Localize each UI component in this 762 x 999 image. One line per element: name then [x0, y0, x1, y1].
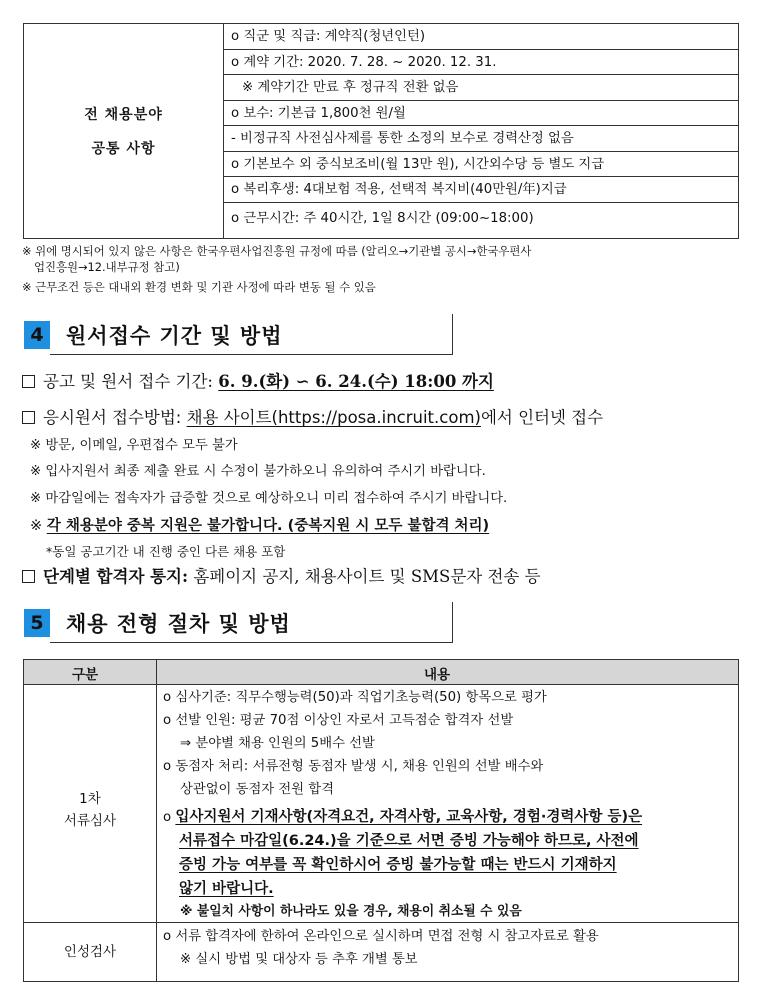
table-row: ※ 계약기간 만료 후 정규직 전환 없음 [224, 75, 738, 101]
table-row: o 직군 및 직급: 계약직(청년인턴) [224, 24, 738, 50]
application-period [22, 368, 494, 392]
warning-bullet: o [163, 810, 172, 825]
table-row: o 기본보수 외 중식보조비(월 13만 원), 시간외수당 등 별도 지급 [224, 152, 738, 178]
notify-label: 단계별 합격자 통지: [43, 567, 189, 586]
warning-text: 서류접수 마감일(6.24.)을 기준으로 서면 증빙 가능해야 하므로, 사전에 [179, 833, 639, 849]
period-label: 공고 및 원서 접수 기간: [43, 372, 213, 391]
label-line-1: 전 채용분야 [84, 107, 163, 123]
notify-value: 홈페이지 공지, 채용사이트 및 SMS문자 전송 등 [193, 567, 541, 586]
criteria-item: o 동점자 처리: 서류전형 동점자 발생 시, 채용 인원의 선발 배수와 [163, 759, 544, 774]
section-title: 원서접수 기간 및 방법 [66, 324, 283, 348]
period-value: 6. 9.(화) ∽ 6. 24.(수) 18:00 까지 [218, 372, 494, 391]
personality-item: o 서류 합격자에 한하여 온라인으로 실시하며 면접 전형 시 참고자료로 활용 [163, 929, 599, 944]
selection-process-table [23, 659, 739, 982]
warning-line [179, 830, 639, 853]
checkbox-square-icon [22, 375, 35, 388]
table-header [24, 660, 738, 685]
section-number: 5 [24, 609, 50, 637]
recruit-site-link[interactable]: 채용 사이트(https://posa.incruit.com) [186, 408, 481, 427]
column-divider [156, 660, 157, 981]
table-row: o 근무시간: 주 40시간, 1일 8시간 (09:00~18:00) [231, 210, 534, 226]
section-underline [50, 602, 453, 643]
header-category: 구분 [72, 667, 99, 683]
method-suffix: 에서 인터넷 접수 [480, 408, 604, 427]
criteria-item: o 선발 인원: 평균 70점 이상인 자로서 고득점순 합격자 선발 [163, 713, 514, 728]
checkbox-square-icon [22, 570, 35, 583]
remark-mark: ※ [30, 518, 43, 534]
common-conditions-table [23, 23, 739, 239]
stage-document-label [24, 788, 156, 832]
criteria-item: 상관없이 동점자 전원 합격 [180, 782, 334, 797]
checkbox-square-icon [22, 411, 35, 424]
criteria-item: o 심사기준: 직무수행능력(50)과 직업기초능력(50) 항목으로 평가 [163, 690, 547, 705]
common-conditions-label [24, 24, 224, 238]
table-row: o 복리후생: 4대보험 적용, 선택적 복지비(40만원/年)지급 [224, 177, 738, 203]
stage-line-1: 1차 [79, 791, 101, 807]
warning-item [163, 806, 642, 829]
stage-line-2: 서류심사 [63, 813, 117, 829]
section-number: 4 [24, 321, 50, 349]
method-label: 응시원서 접수방법: [43, 408, 182, 427]
label-line-2: 공통 사항 [91, 141, 156, 157]
stage-personality-label: 인성검사 [63, 944, 117, 960]
warning-line: 입사지원서 기재사항(자격요건, 자격사항, 교육사항, 경험·경력사항 등)은 [175, 809, 643, 825]
remark: ※ 마감일에는 접속자가 급증할 것으로 예상하오니 미리 접수하여 주시기 바랍니다. [30, 491, 508, 506]
duplicate-text: 각 채용분야 중복 지원은 불가합니다. (중복지원 시 모두 불합격 처리) [46, 518, 490, 534]
remark: ※ 방문, 이메일, 우편접수 모두 불가 [30, 438, 238, 453]
application-method [22, 404, 603, 428]
duplicate-subnote: *동일 공고기간 내 진행 중인 다른 채용 포함 [46, 544, 286, 559]
note-conditions: ※ 근무조건 등은 대내외 환경 변화 및 기관 사정에 따라 변동 될 수 있음 [22, 280, 376, 294]
cancel-notice: ※ 불일치 사항이 하나라도 있을 경우, 채용이 취소될 수 있음 [180, 904, 522, 919]
note-regulation-cont: 업진흥원→12.내부규정 참고) [34, 260, 180, 274]
result-notification [22, 563, 541, 587]
section-underline [50, 314, 453, 355]
warning-line [179, 878, 274, 901]
personality-item: ※ 실시 방법 및 대상자 등 추후 개별 통보 [180, 952, 418, 967]
note-regulation: ※ 위에 명시되어 있지 않은 사항은 한국우편사업진흥원 규정에 따름 (알리오→기관별 공시→한국우편사 [22, 244, 532, 258]
section-title: 채용 전형 절차 및 방법 [66, 612, 291, 636]
remark: ※ 입사지원서 최종 제출 완료 시 수정이 불가하오니 유의하여 주시기 바랍니다. [30, 464, 486, 479]
warning-text: 증빙 가능 여부를 꼭 확인하시어 증빙 불가능할 때는 반드시 기재하지 [179, 857, 617, 873]
criteria-item: ⇒ 분야별 채용 인원의 5배수 선발 [180, 736, 375, 751]
header-content: 내용 [424, 667, 451, 683]
warning-line [179, 854, 617, 877]
table-row: - 비정규직 사전심사제를 통한 소정의 보수로 경력산정 없음 [224, 126, 738, 152]
duplicate-notice [30, 514, 489, 535]
warning-text: 않기 바랍니다. [179, 881, 274, 897]
table-row: o 보수: 기본급 1,800천 원/월 [224, 101, 738, 127]
table-row: o 계약 기간: 2020. 7. 28. ~ 2020. 12. 31. [224, 50, 738, 76]
